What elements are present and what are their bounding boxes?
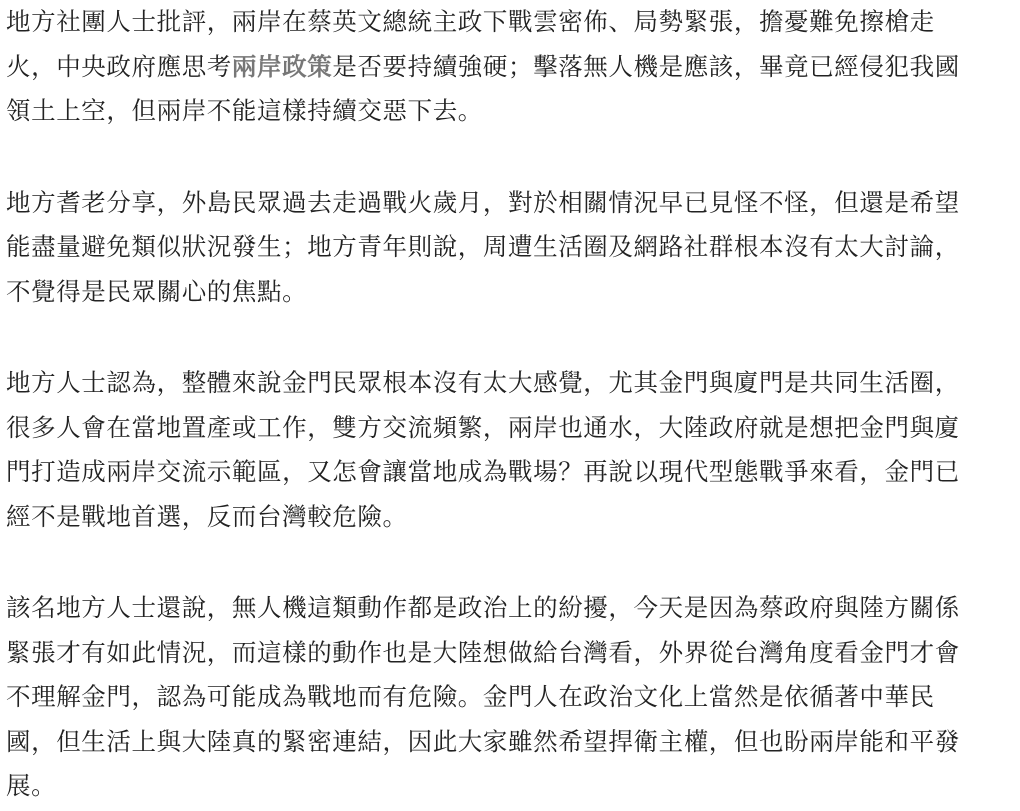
paragraph-2 [6,181,1016,315]
paragraph-line: 展。 [6,771,57,800]
line-text-after-link: 是否要持續強硬；擊落無人機是應該，畢竟已經侵犯我國 [332,51,960,81]
paragraph-line: 地方耆老分享，外島民眾過去走過戰火歲月，對於相關情況早已見怪不怪，但還是希望 [6,187,960,217]
article-body [6,0,1016,809]
paragraph-line: 地方社團人士批評，兩岸在蔡英文總統主政下戰雲密佈、局勢緊張，擔憂難免擦槍走 [6,7,935,36]
paragraph-line: 地方人士認為，整體來說金門民眾根本沒有太大感覺，尤其金門與廈門是共同生活圈， [6,368,960,397]
paragraph-line: 門打造成兩岸交流示範區，又怎會讓當地成為戰場？再說以現代型態戰爭來看，金門已 [6,457,960,486]
paragraph-3 [6,361,1016,539]
paragraph-line: 不覺得是民眾關心的焦點。 [6,276,308,306]
paragraph-4 [6,586,1016,809]
paragraph-line: 能盡量避免類似狀況發生；地方青年則說，周遭生活圈及網路社群根本沒有太大討論， [6,232,960,261]
paragraph-line: 緊張才有如此情況，而這樣的動作也是大陸想做給台灣看，外界從台灣角度看金門才會 [6,637,960,667]
paragraph-line: 不理解金門，認為可能成為戰地而有危險。金門人在政治文化上當然是依循著中華民 [6,682,935,711]
paragraph-line: 經不是戰地首選，反而台灣較危險。 [6,501,408,531]
paragraph-1 [6,0,1016,134]
paragraph-line: 領土上空，但兩岸不能這樣持續交惡下去。 [6,96,483,125]
paragraph-line-with-link [6,45,1016,90]
paragraph-line: 很多人會在當地置產或工作，雙方交流頻繁，兩岸也通水，大陸政府就是想把金門與廈 [6,412,960,442]
line-text-before-link: 火，中央政府應思考 [6,51,232,81]
paragraph-line: 該名地方人士還說，無人機這類動作都是政治上的紛擾，今天是因為蔡政府與陸方關係 [6,593,960,622]
paragraph-line: 國，但生活上與大陸真的緊密連結，因此大家雖然希望捍衛主權，但也盼兩岸能和平發 [6,726,960,756]
cross-strait-policy-link[interactable]: 兩岸政策 [231,51,333,81]
